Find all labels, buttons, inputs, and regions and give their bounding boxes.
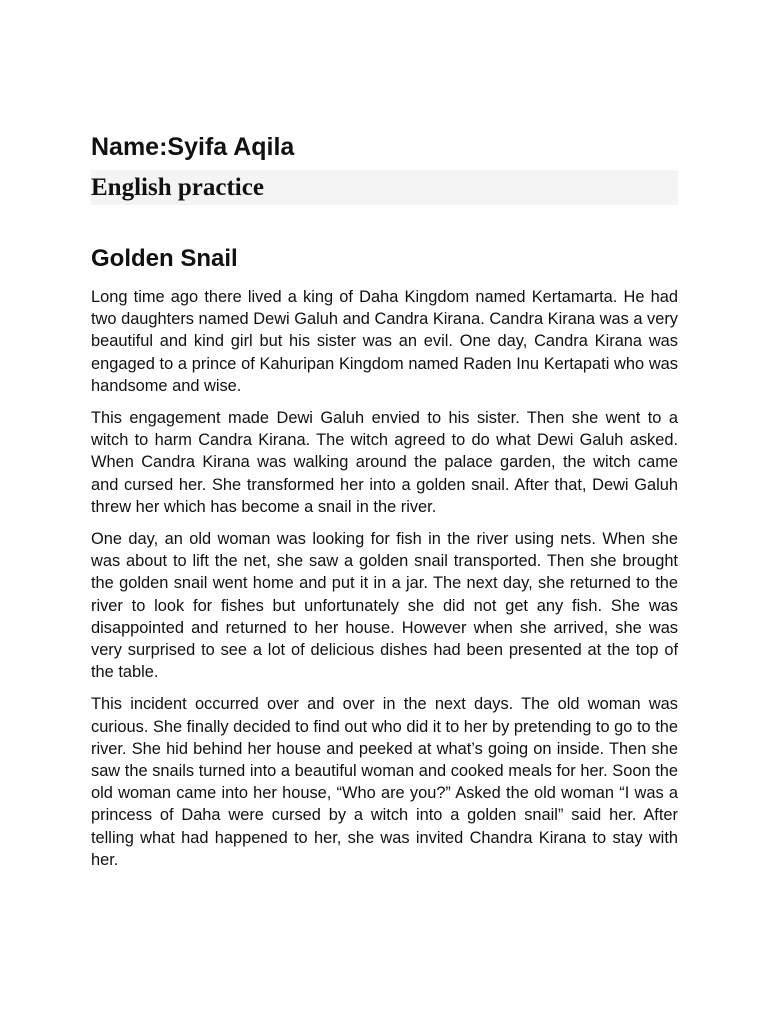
- subtitle-band: [91, 170, 678, 205]
- story-paragraph-1: Long time ago there lived a king of Daha Kingdom named Kertamarta. He had two daughters named Dewi Galuh and Candra Kirana. Candra Kirana was a very beautiful and kind girl but his sister was an evil. One day, Candra Kirana was engaged to a prince of Kahuripan Kingdom named Raden Inu Kertapati who was handsome and wise.: [91, 288, 678, 395]
- story-title: Golden Snail: [91, 245, 238, 272]
- story-paragraph-2: This engagement made Dewi Galuh envied to his sister. Then she went to a witch to harm Candra Kirana. The witch agreed to do what Dewi Galuh asked. When Candra Kirana was walking around the palace garden, the witch came and cursed her. She transformed her into a golden snail. After that, Dewi Galuh threw her which has become a snail in the river.: [91, 409, 678, 516]
- story-paragraph-3: One day, an old woman was looking for fish in the river using nets. When she was about to lift the net, she saw a golden snail transported. Then she brought the golden snail went home and put it in a jar. The next day, she returned to the river to look for fishes but unfortunately she did not get any fish. She was disappointed and returned to her house. However when she arrived, she was very surprised to see a lot of delicious dishes had been presented at the top of the table.: [91, 530, 678, 682]
- document-subtitle: English practice: [91, 174, 264, 201]
- document-page: [91, 130, 678, 871]
- student-name: Name:Syifa Aqila: [91, 133, 295, 161]
- story-paragraph-4: This incident occurred over and over in the next days. The old woman was curious. She finally decided to find out who did it to her by pretending to go to the river. She hid behind her house and peeked at what’s going on inside. Then she saw the snails turned into a beautiful woman and cooked meals for her. Soon the old woman came into her house, “Who are you?” Asked the old woman “I was a princess of Daha were cursed by a witch into a golden snail” said her. After telling what had happened to her, she was invited Chandra Kirana to stay with her.: [91, 695, 678, 869]
